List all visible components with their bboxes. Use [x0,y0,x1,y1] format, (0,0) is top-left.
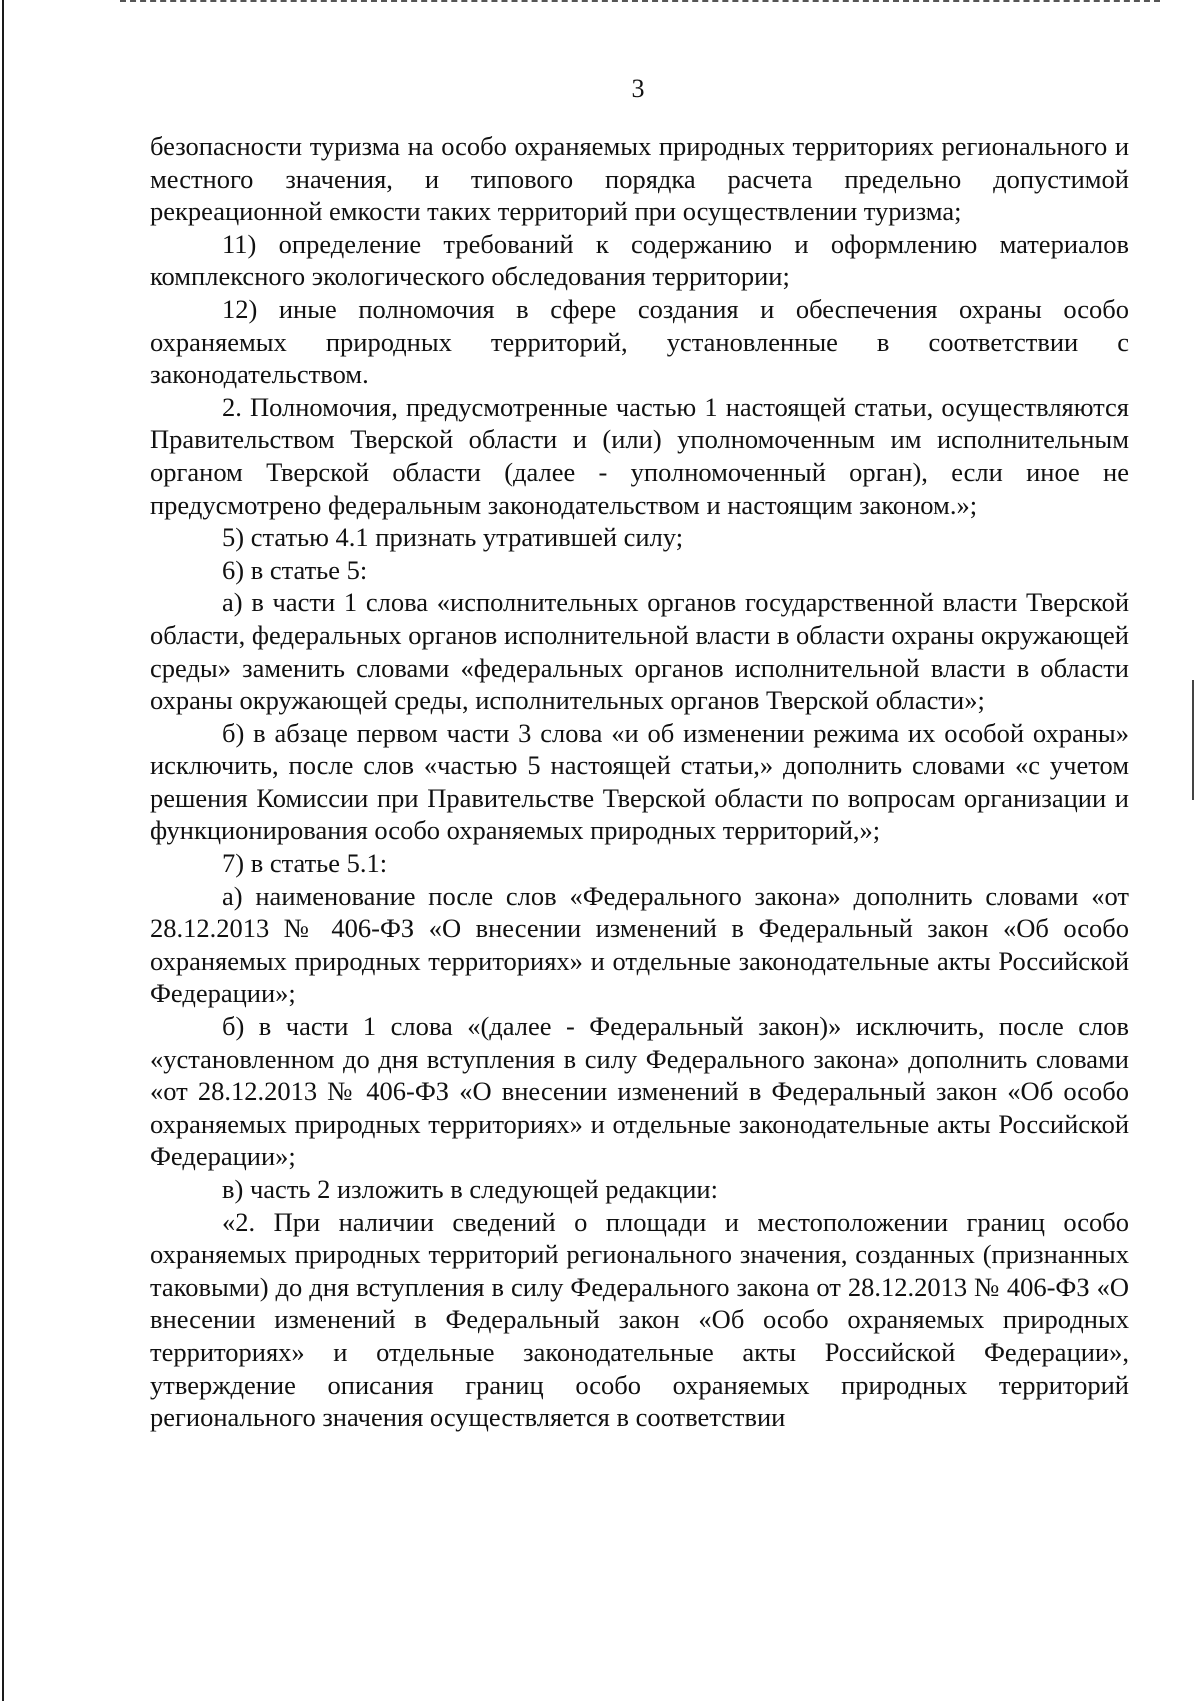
scan-edge-right [1192,680,1194,800]
scan-edge-left [2,0,4,1701]
paragraph-item-12: 12) иные полномочия в сфере создания и обеспечения охраны особо охраняемых природных территорий, установленные в соответствии с законодательством. [150,293,1129,390]
paragraph-item-6b: б) в абзаце первом части 3 слова «и об изменении режима их особой охраны» исключить, после слов «частью 5 настоящей статьи,» дополнить словами «с учетом решения Комиссии при Правительстве Тверской области по вопросам организации и функционирования особо охраняемых природных территорий,»; [150,717,1129,846]
paragraph-item-5: 5) статью 4.1 признать утратившей силу; [222,522,684,553]
document-body [150,130,1129,1434]
paragraph-item-7b: б) в части 1 слова «(далее - Федеральный закон)» исключить, после слов «установленном до дня вступления в силу Федерального закона» дополнить словами «от 28.12.2013 № 406-ФЗ «О внесении изменений в Федеральный закон «Об особо охраняемых природных территориях» и отдельные законодательные акты Российской Федерации»; [150,1011,1129,1172]
paragraph-item-6: 6) в статье 5: [222,554,368,585]
paragraph-tourism-safety: безопасности туризма на особо охраняемых природных территориях регионального и местного значения, и типового порядка расчета предельно допустимой рекреационной емкости таких территорий при осуществлении туризма; [150,131,1129,227]
scan-edge-top [120,0,1160,4]
page-number: 3 [631,74,645,103]
paragraph-item-6a: а) в части 1 слова «исполнительных органов государственной власти Тверской области, федеральных органов исполнительной власти в области охраны окружающей среды» заменить словами «федеральных органов исполнительной власти в области охраны окружающей среды, исполнительных органов Тверской области»; [150,587,1129,716]
paragraph-new-part-2: «2. При наличии сведений о площади и местоположении границ особо охраняемых природных территорий регионального значения, созданных (признанных таковыми) до дня вступления в силу Федерального закона от 28.12.2013 № 406-ФЗ «О внесении изменений в Федеральный закон «Об особо охраняемых природных территориях» и отдельные законодательные акты Российской Федерации», утверждение описания границ особо охраняемых природных территорий регионального значения осуществляется в соответствии [150,1206,1129,1433]
paragraph-item-7a: а) наименование после слов «Федерального закона» дополнить словами «от 28.12.2013 № 406-ФЗ «О внесении изменений в Федеральный закон «Об особо охраняемых природных территориях» и отдельные законодательные акты Российской Федерации»; [150,880,1129,1009]
paragraph-item-11: 11) определение требований к содержанию и оформлению материалов комплексного экологического обследования территории; [150,228,1129,292]
paragraph-item-7: 7) в статье 5.1: [222,848,388,879]
paragraph-powers-part-2: 2. Полномочия, предусмотренные частью 1 настоящей статьи, осуществляются Правительством Тверской области и (или) уполномоченным им исполнительным органом Тверской области (далее - уполномоченный орган), если иное не предусмотрено федеральным законодательством и настоящим законом.»; [150,391,1129,520]
paragraph-item-7v: в) часть 2 изложить в следующей редакции: [222,1174,718,1204]
